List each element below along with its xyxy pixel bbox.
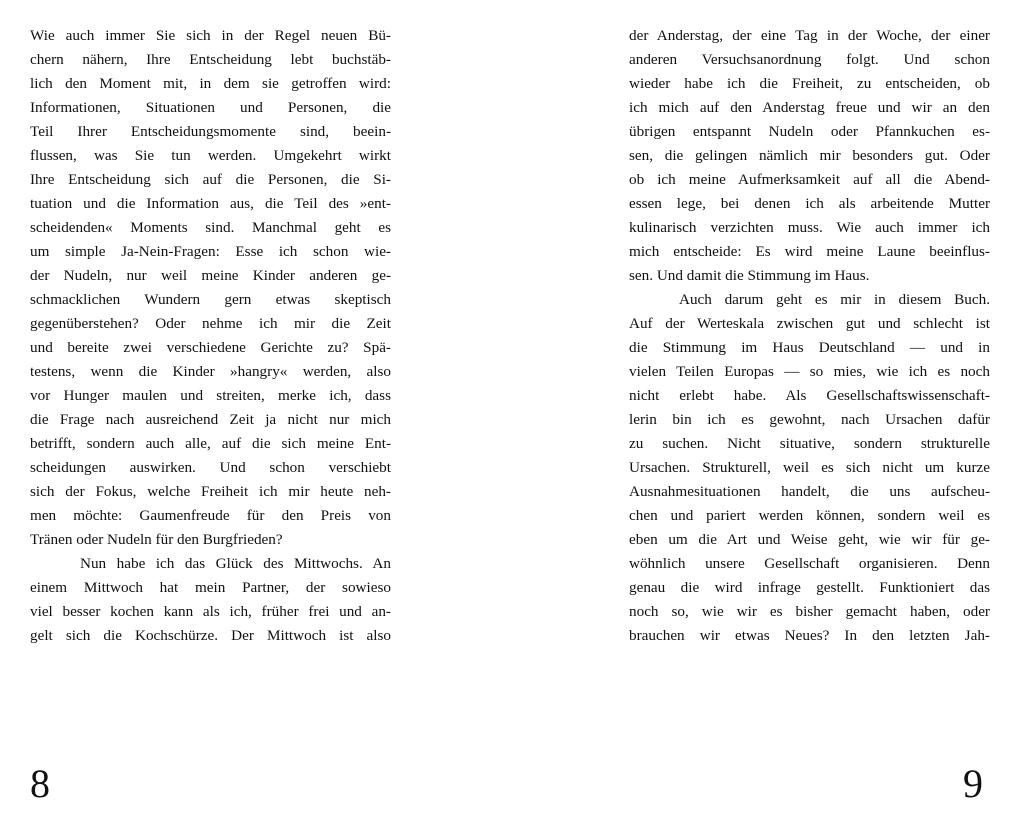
left-line-24: einem Mittwoch hat mein Partner, der sowieso — [30, 579, 391, 596]
left-line-15: testens, wenn die Kinder »hangry« werden, also — [30, 363, 391, 380]
right-page — [510, 0, 1020, 829]
left-line-11: der Nudeln, nur weil meine Kinder anderen ge- — [30, 267, 391, 284]
left-line-14: und bereite zwei verschiedene Gerichte zu? Spä- — [30, 339, 391, 356]
right-line-15: vielen Teilen Europas — so mies, wie ich es noch — [629, 363, 990, 380]
left-page-body — [30, 24, 391, 648]
right-line-3: wieder habe ich die Freiheit, zu entscheiden, ob — [629, 75, 990, 92]
left-line-18: betrifft, sondern auch alle, auf die sich meine Ent- — [30, 435, 391, 452]
right-line-13: Auf der Werteskala zwischen gut und schlecht ist — [629, 315, 990, 332]
right-line-4: ich mich auf den Anderstag freue und wir an den — [629, 99, 990, 116]
left-line-4: Informationen, Situationen und Personen, die — [30, 99, 391, 116]
left-line-22: Tränen oder Nudeln für den Burgfrieden? — [30, 531, 283, 548]
right-line-12: Auch darum geht es mir in diesem Buch. — [679, 291, 990, 308]
right-line-8: essen lege, bei denen ich als arbeitende Mutter — [629, 195, 990, 212]
left-line-5: Teil Ihrer Entscheidungsmomente sind, beein- — [30, 123, 391, 140]
right-line-24: genau die wird infrage gestellt. Funktioniert das — [629, 579, 990, 596]
right-line-11: sen. Und damit die Stimmung im Haus. — [629, 267, 870, 284]
left-line-7: Ihre Entscheidung sich auf die Personen, die Si- — [30, 171, 391, 188]
right-line-26: brauchen wir etwas Neues? In den letzten Jah- — [629, 627, 990, 644]
right-line-21: chen und pariert werden können, sondern weil es — [629, 507, 990, 524]
left-line-26: gelt sich die Kochschürze. Der Mittwoch ist also — [30, 627, 391, 644]
right-page-body — [629, 24, 990, 648]
right-line-5: übrigen entspannt Nudeln oder Pfannkuchen es- — [629, 123, 990, 140]
left-line-9: scheidenden« Moments sind. Manchmal geht es — [30, 219, 391, 236]
page-number: 9 — [963, 761, 983, 806]
right-line-18: zu suchen. Nicht situative, sondern strukturelle — [629, 435, 990, 452]
left-line-1: Wie auch immer Sie sich in der Regel neuen Bü- — [30, 27, 391, 44]
left-line-20: sich der Fokus, welche Freiheit ich mir heute neh- — [30, 483, 391, 500]
right-line-6: sen, die gelingen nämlich mir besonders gut. Oder — [629, 147, 990, 164]
right-line-23: wöhnlich unsere Gesellschaft organisieren. Denn — [629, 555, 990, 572]
left-line-21: men möchte: Gaumenfreude für den Preis von — [30, 507, 391, 524]
right-line-14: die Stimmung im Haus Deutschland — und in — [629, 339, 990, 356]
right-line-17: lerin bin ich es gewohnt, nach Ursachen dafür — [629, 411, 990, 428]
right-line-2: anderen Versuchsanordnung folgt. Und schon — [629, 51, 990, 68]
left-line-25: viel besser kochen kann als ich, früher frei und an- — [30, 603, 391, 620]
right-line-9: kulinarisch verzichten muss. Wie auch immer ich — [629, 219, 990, 236]
left-line-3: lich den Moment mit, in dem sie getroffen wird: — [30, 75, 391, 92]
right-line-1: der Anderstag, der eine Tag in der Woche, der einer — [629, 27, 990, 44]
left-line-23: Nun habe ich das Glück des Mittwochs. An — [80, 555, 391, 572]
left-line-10: um simple Ja-Nein-Fragen: Esse ich schon wie- — [30, 243, 391, 260]
right-line-10: mich entscheide: Es wird meine Laune beeinflus- — [629, 243, 990, 260]
right-line-25: noch so, wie wir es bisher gemacht haben, oder — [629, 603, 990, 620]
right-line-20: Ausnahmesituationen handelt, die uns aufscheu- — [629, 483, 990, 500]
right-line-16: nicht erlebt habe. Als Gesellschaftswissenschaft- — [629, 387, 990, 404]
left-line-2: chern nähern, Ihre Entscheidung lebt buchstäb- — [30, 51, 391, 68]
right-line-22: eben um die Art und Weise geht, wie wir für ge- — [629, 531, 990, 548]
right-line-19: Ursachen. Strukturell, weil es sich nicht um kurze — [629, 459, 990, 476]
left-line-13: gegenüberstehen? Oder nehme ich mir die Zeit — [30, 315, 391, 332]
left-line-12: schmacklichen Wundern gern etwas skeptisch — [30, 291, 391, 308]
left-line-17: die Frage nach ausreichend Zeit ja nicht nur mich — [30, 411, 391, 428]
left-line-8: tuation und die Information aus, die Teil des »ent- — [30, 195, 391, 212]
left-line-6: flussen, was Sie tun werden. Umgekehrt wirkt — [30, 147, 391, 164]
right-line-7: ob ich meine Aufmerksamkeit auf all die Abend- — [629, 171, 990, 188]
left-line-16: vor Hunger maulen und streiten, merke ich, dass — [30, 387, 391, 404]
left-line-19: scheidungen auswirken. Und schon verschiebt — [30, 459, 391, 476]
page-number: 8 — [30, 761, 50, 806]
